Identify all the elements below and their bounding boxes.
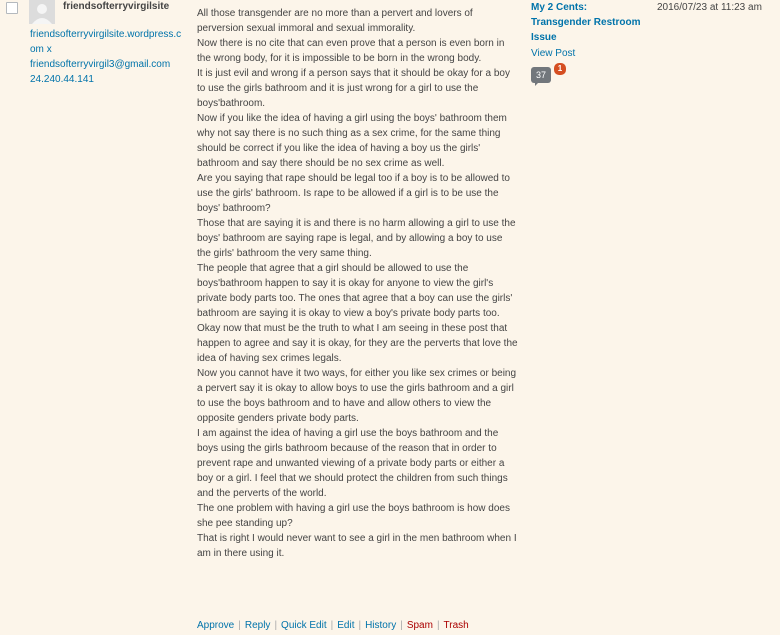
comment-author-name: friendsofterryvirgilsite xyxy=(63,1,170,12)
comment-line: Now there is no cite that can even prove that a person is even born in the wrong body, for it is impossible to be born in the wrong body. xyxy=(197,38,505,64)
comment-line: Are you saying that rape should be legal too if a boy is to be allowed to use the girls' bathroom. Is rape to be allowed if a girl is to be use the boys' bathroom? xyxy=(197,173,510,214)
comment-line: The one problem with having a girl use the boys bathroom is how does she pee standing up? xyxy=(197,503,510,529)
comment-row-actions xyxy=(197,618,469,633)
select-comment-checkbox[interactable] xyxy=(6,2,18,14)
author-url-separator: x xyxy=(46,44,52,55)
comment-count-bubble[interactable] xyxy=(531,64,646,87)
history-link[interactable]: History xyxy=(365,620,397,631)
comment-line: The people that agree that a girl should be allowed to use the boys'bathroom happen to say it is okay for anyone to view the girl's private body parts too. The ones that agree that a boy can use the girls' bathroom are saying it is okay to view a boy's private body parts too. xyxy=(197,263,513,319)
comment-line: Now you cannot have it two ways, for either you like sex crimes or being a pervert say it is okay to allow boys to use the girls bathroom and a girl to use the boys bathroom and to have and allow others to view the opposite genders private body parts. xyxy=(197,368,517,424)
action-separator: | xyxy=(238,620,241,631)
author-url[interactable]: friendsofterryvirgilsite.wordpress.com xyxy=(30,29,182,55)
comment-text xyxy=(197,6,519,561)
in-response-to xyxy=(531,0,646,87)
comment-line: It is just evil and wrong if a person says that it should be okay for a boy to use the girls bathroom and it is just wrong for a girl to use the boys'bathroom. xyxy=(197,68,510,109)
approved-comments-count[interactable]: 37 xyxy=(531,67,551,83)
comment-line: That is right I would never want to see a girl in the men bathroom when I am in there using it. xyxy=(197,533,517,559)
trash-link[interactable]: Trash xyxy=(443,620,469,631)
action-separator: | xyxy=(400,620,403,631)
action-separator: | xyxy=(358,620,362,631)
pending-comments-count[interactable]: 1 xyxy=(553,62,567,76)
author-ip-link[interactable]: 24.240.44.141 xyxy=(30,74,94,85)
comment-line: All those transgender are no more than a pervert and lovers of perversion sexual immoral and sexual immorality. xyxy=(197,8,473,34)
approve-link[interactable]: Approve xyxy=(197,620,235,631)
comment-line: Those that are saying it is and there is no harm allowing a girl to use the boys' bathroom are saying rape is legal, and by allowing a boy to use the girls' bathroom the very same thing. xyxy=(197,218,516,259)
comment-date[interactable]: 2016/07/23 at 11:23 am xyxy=(657,2,762,13)
spam-link[interactable]: Spam xyxy=(406,620,433,631)
speech-bubble-tail-icon xyxy=(535,82,539,86)
comment-line: Okay now that must be the truth to what I am seeing in these post that happen to agree and say it is okay, for they are the perverts that love the idea of having sex crimes legals. xyxy=(197,323,518,364)
action-separator: | xyxy=(274,620,278,631)
action-separator: | xyxy=(436,620,440,631)
author-url-link[interactable] xyxy=(30,27,182,57)
comment-line: I am against the idea of having a girl use the boys bathroom and the boys using the girls bathroom because of the reason that in order to prevent rape and unwanted viewing of a private body parts or either a boy or a girl. I feel that we should protect the children from such things and the perverts of the world. xyxy=(197,428,508,499)
author-details xyxy=(30,27,182,87)
comment-line: Now if you like the idea of having a girl using the boys' bathroom them why not say there is no such thing as a sex crime, for the same thing should be correct if you like the idea of having a boy us the girls' bathroom and say there should be no sex crime as well. xyxy=(197,113,507,169)
quick-edit-link[interactable]: Quick Edit xyxy=(281,620,327,631)
edit-link[interactable]: Edit xyxy=(337,620,355,631)
reply-link[interactable]: Reply xyxy=(244,620,271,631)
default-avatar-icon xyxy=(29,0,55,24)
author-email-link[interactable]: friendsofterryvirgil3@gmail.com xyxy=(30,59,171,70)
view-post-link[interactable]: View Post xyxy=(531,48,576,59)
post-title-link[interactable]: My 2 Cents: Transgender Restroom Issue xyxy=(531,2,641,43)
action-separator: | xyxy=(330,620,334,631)
